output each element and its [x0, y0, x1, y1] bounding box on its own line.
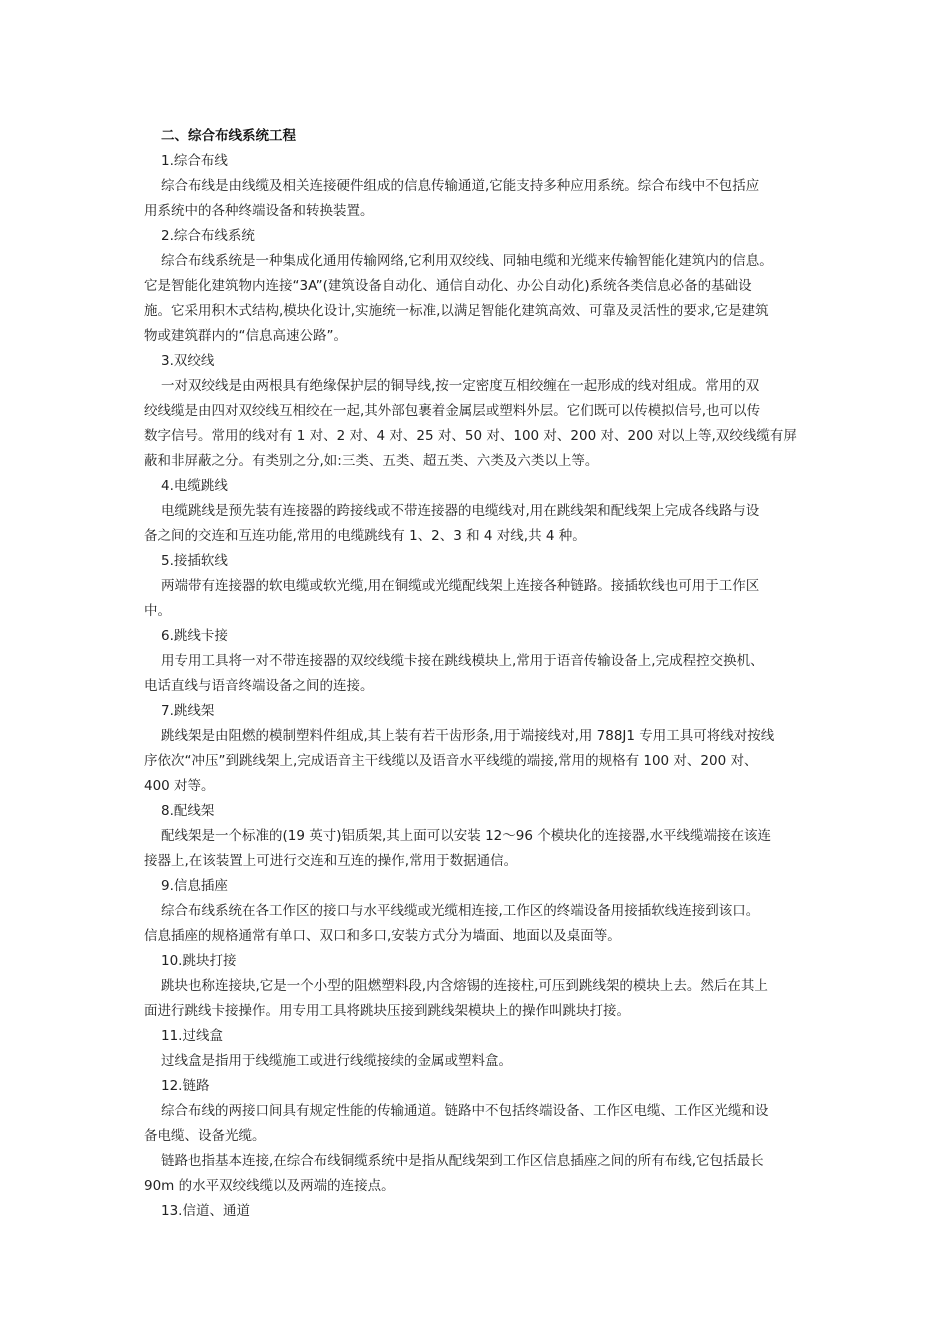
- paragraph-line: 综合布线的两接口间具有规定性能的传输通道。链路中不包括终端设备、工作区电缆、工作区光缆和设: [161, 1103, 769, 1119]
- paragraph-line: 接器上,在该装置上可进行交连和互连的操作,常用于数据通信。: [144, 853, 518, 869]
- section-heading: 6.跳线卡接: [161, 628, 228, 644]
- section-heading: 12.链路: [161, 1078, 210, 1094]
- section-heading: 8.配线架: [161, 803, 215, 819]
- paragraph-line: 过线盒是指用于线缆施工或进行线缆接续的金属或塑料盒。: [161, 1053, 512, 1069]
- section-heading: 10.跳块打接: [161, 953, 237, 969]
- paragraph-line: 绞线缆是由四对双绞线互相绞在一起,其外部包裹着金属层或塑料外层。它们既可以传模拟信号,也可以传: [144, 403, 761, 419]
- paragraph-line: 跳块也称连接块,它是一个小型的阻燃塑料段,内含熔锡的连接柱,可压到跳线架的模块上去。然后在其上: [161, 978, 768, 994]
- paragraph-line: 链路也指基本连接,在综合布线铜缆系统中是指从配线架到工作区信息插座之间的所有布线,它包括最长: [161, 1153, 764, 1169]
- paragraph-line: 施。它采用积木式结构,模块化设计,实施统一标准,以满足智能化建筑高效、可靠及灵活性的要求,它是建筑: [144, 303, 769, 319]
- document-page: [144, 124, 808, 1224]
- section-heading: 7.跳线架: [161, 703, 215, 719]
- paragraph-line: 备之间的交连和互连功能,常用的电缆跳线有 1、2、3 和 4 对线,共 4 种。: [144, 528, 586, 544]
- section-paragraph: [144, 499, 808, 549]
- paragraph-line: 90m 的水平双绞线缆以及两端的连接点。: [144, 1178, 395, 1194]
- section-paragraph: [144, 374, 808, 474]
- section-heading: 11.过线盒: [161, 1028, 223, 1044]
- section-heading: 4.电缆跳线: [161, 478, 228, 494]
- section-paragraph: [144, 174, 808, 224]
- section-heading: 13.信道、通道: [161, 1203, 250, 1219]
- paragraph-line: 信息插座的规格通常有单口、双口和多口,安装方式分为墙面、地面以及桌面等。: [144, 928, 621, 944]
- paragraph-line: 蔽和非屏蔽之分。有类别之分,如:三类、五类、超五类、六类及六类以上等。: [144, 453, 599, 469]
- paragraph-line: 备电缆、设备光缆。: [144, 1128, 266, 1144]
- section-heading: 1.综合布线: [161, 153, 228, 169]
- paragraph-line: 用系统中的各种终端设备和转换装置。: [144, 203, 374, 219]
- paragraph-line: 综合布线是由线缆及相关连接硬件组成的信息传输通道,它能支持多种应用系统。综合布线中不包括应: [161, 178, 760, 194]
- section-heading: 5.接插软线: [161, 553, 228, 569]
- paragraph-line: 电缆跳线是预先装有连接器的跨接线或不带连接器的电缆线对,用在跳线架和配线架上完成各线路与设: [161, 503, 760, 519]
- section-paragraph: [144, 649, 808, 699]
- section-paragraph: [144, 899, 808, 949]
- document-body: [144, 149, 808, 1224]
- paragraph-line: 综合布线系统在各工作区的接口与水平线缆或光缆相连接,工作区的终端设备用接插软线连接到该口。: [161, 903, 760, 919]
- paragraph-line: 一对双绞线是由两根具有绝缘保护层的铜导线,按一定密度互相绞缠在一起形成的线对组成。常用的双: [161, 378, 760, 394]
- paragraph-line: 面进行跳线卡接操作。用专用工具将跳块压接到跳线架模块上的操作叫跳块打接。: [144, 1003, 630, 1019]
- section-paragraph: [144, 724, 808, 799]
- paragraph-line: 序依次“冲压”到跳线架上,完成语音主干线缆以及语音水平线缆的端接,常用的规格有 100 对、200 对、: [144, 753, 758, 769]
- paragraph-line: 用专用工具将一对不带连接器的双绞线缆卡接在跳线模块上,常用于语音传输设备上,完成程控交换机、: [161, 653, 764, 669]
- section-heading: 3.双绞线: [161, 353, 215, 369]
- section-paragraph: [144, 1149, 808, 1199]
- paragraph-line: 电话直线与语音终端设备之间的连接。: [144, 678, 374, 694]
- paragraph-line: 中。: [144, 603, 171, 619]
- paragraph-line: 跳线架是由阻燃的模制塑料件组成,其上装有若干齿形条,用于端接线对,用 788J1 专用工具可将线对按线: [161, 728, 775, 744]
- section-heading: 2.综合布线系统: [161, 228, 255, 244]
- paragraph-line: 物或建筑群内的“信息高速公路”。: [144, 328, 347, 344]
- paragraph-line: 综合布线系统是一种集成化通用传输网络,它利用双绞线、同轴电缆和光缆来传输智能化建筑内的信息。: [161, 253, 773, 269]
- section-paragraph: [144, 974, 808, 1024]
- document-title: 二、综合布线系统工程: [161, 128, 296, 144]
- section-paragraph: [144, 1049, 808, 1074]
- paragraph-line: 400 对等。: [144, 778, 215, 794]
- paragraph-line: 配线架是一个标准的(19 英寸)铝质架,其上面可以安装 12～96 个模块化的连接器,水平线缆端接在该连: [161, 828, 772, 844]
- section-paragraph: [144, 1099, 808, 1149]
- paragraph-line: 数字信号。常用的线对有 1 对、2 对、4 对、25 对、50 对、100 对、200 对、200 对以上等,双绞线缆有屏: [144, 428, 797, 444]
- paragraph-line: 两端带有连接器的软电缆或软光缆,用在铜缆或光缆配线架上连接各种链路。接插软线也可用于工作区: [161, 578, 760, 594]
- section-paragraph: [144, 249, 808, 349]
- section-paragraph: [144, 574, 808, 624]
- section-paragraph: [144, 824, 808, 874]
- section-heading: 9.信息插座: [161, 878, 228, 894]
- paragraph-line: 它是智能化建筑物内连接“3A”(建筑设备自动化、通信自动化、办公自动化)系统各类信息必备的基础设: [144, 278, 752, 294]
